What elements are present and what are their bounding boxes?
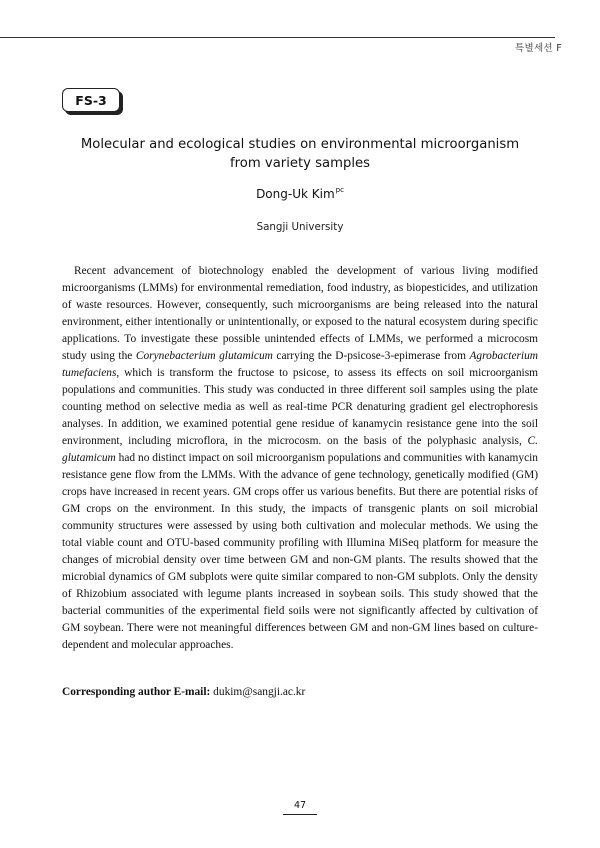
author-line [0, 186, 600, 201]
page-number-rule [283, 814, 317, 815]
session-badge: FS-3 [62, 88, 120, 112]
title-line-2: from variety samples [230, 156, 370, 171]
abstract-body [62, 263, 538, 654]
corresponding-author [62, 686, 305, 698]
abstract-species-2: Agrobacterium tumefaciens [62, 350, 539, 379]
abstract-species-1: Corynebacterium glutamicum [135, 350, 273, 362]
header-rule [0, 37, 555, 38]
abstract-text-2: carrying the D-psicose-3-epimerase from [272, 350, 470, 362]
abstract-text-3: , which is transform the fructose to psicose, to assess its effects on soil microorganism populations and communities. This study was conducted in three different soil samples using the plate counting method on selective media as well as real-time PCR denaturing gradient gel electrophoresis analyses. In addition, we examined potential gene residue of kanamycin resistance gene into the soil environment, including microflora, in the microcosm. on the basis of the polyphasic analysis, [62, 367, 538, 447]
abstract-text-1: Recent advancement of biotechnology enabled the development of various living modified microorganisms (LMMs) for environmental remediation, food industry, as biopesticides, and utilization of waste resources. However, consequently, such microorganisms are being released into the natural environment, either intentionally or unintentionally, or exposed to the natural ecosystem during specific applications. To investigate these possible unintended effects of LMMs, we performed a microcosm study using the [62, 265, 538, 362]
abstract-text-4: had no distinct impact on soil microorganism populations and communities with kanamycin resistance gene flow from the LMMs. With the advance of gene technology, genetically modified (GM) crops have increased in recent years. GM crops offer us various benefits. But there are potential risks of GM crops on the environment. In this study, the impacts of transgenic plants on soil microbial community structures were assessed by using both cultivation and molecular methods. We using the total viable count and OTU-based community profiling with Illumina MiSeq platform for measure the changes of microbial density over time between GM and non-GM plants. The results showed that the microbial dynamics of GM subplots were quite similar compared to non-GM subplots. Only the density of Rhizobium associated with legume plants increased in soybean soils. This study showed that the bacterial communities of the experimental field soils were not significantly affected by cultivation of GM soybean. There were not meaningful differences between GM and non-GM lines based on culture-dependent and molecular approaches. [62, 452, 538, 651]
paper-title [60, 135, 540, 173]
author-marker: pc [335, 186, 344, 194]
corresponding-email: dukim@sangji.ac.kr [213, 686, 306, 698]
section-label: 특별세션 F [515, 43, 562, 54]
abstract-species-3: C. glutamicum [62, 435, 538, 464]
author-name: Dong-Uk Kim [256, 187, 335, 201]
title-line-1: Molecular and ecological studies on environmental microorganism [80, 137, 520, 152]
affiliation: Sangji University [256, 221, 344, 233]
page-number: 47 [293, 800, 307, 811]
corresponding-label: Corresponding author E-mail: [62, 686, 211, 698]
